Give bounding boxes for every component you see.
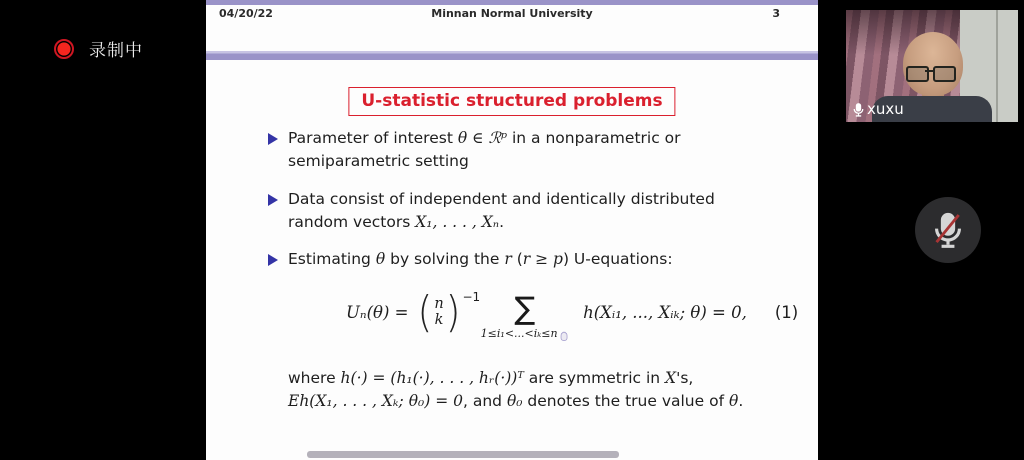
bullet-item-parameter	[268, 127, 681, 173]
slide-top-bar	[206, 0, 818, 5]
bullet-line: semiparametric setting	[288, 152, 469, 170]
slide-divider-bar	[206, 51, 818, 60]
glasses-bridge	[925, 70, 933, 72]
summation	[480, 291, 558, 340]
glasses-left-lens	[906, 66, 929, 82]
footnote-line: Eh(X₁, . . . , Xₖ; θ₀) = 0, and θ₀ denotes the true value of θ.	[288, 392, 744, 410]
binomial-top: n	[434, 296, 444, 312]
bullet-triangle-icon	[268, 254, 278, 266]
recording-indicator[interactable]	[54, 36, 143, 61]
bullet-item-data	[268, 188, 715, 234]
sum-symbol: ∑	[514, 291, 536, 327]
bullet-triangle-icon	[268, 133, 278, 145]
paren-open: (	[417, 287, 433, 337]
binomial-coefficient	[417, 287, 481, 337]
sum-limits	[481, 327, 569, 341]
recording-label: 录制中	[89, 41, 143, 61]
slide-title-text: U-statistic structured problems	[361, 91, 663, 111]
bullet-line: Estimating θ by solving the r (r ≥ p) U-equations:	[288, 250, 673, 268]
equation-number: (1)	[774, 302, 799, 322]
slide-date: 04/20/22	[219, 7, 273, 20]
mic-on-icon	[852, 102, 865, 117]
slide-page-number: 3	[772, 7, 780, 20]
cursor-hand-icon	[559, 331, 569, 345]
u-equation	[206, 284, 818, 340]
bullet-line: Data consist of independent and identically distributed	[288, 190, 715, 208]
bullet-item-estimating	[268, 248, 673, 271]
equation-lhs: Uₙ(θ) =	[346, 302, 409, 322]
footnote-line: where h(·) = (h₁(·), . . . , hᵣ(·))ᵀ are symmetric in X's,	[288, 369, 694, 387]
participant-video[interactable]	[846, 10, 1018, 122]
bullet-line: random vectors X₁, . . . , Xₙ.	[288, 213, 504, 231]
mic-muted-icon	[930, 210, 966, 250]
participant-head	[903, 32, 963, 96]
sum-limits-text: 1≤i₁<...<iₖ≤n	[480, 327, 558, 340]
participant-name: xuxu	[867, 100, 904, 118]
bullet-text	[288, 188, 715, 234]
participant-label	[852, 100, 904, 118]
bullet-triangle-icon	[268, 194, 278, 206]
wall-edge	[996, 10, 998, 122]
binomial-bottom: k	[434, 312, 444, 328]
bullet-text	[288, 248, 673, 271]
equation-footnote	[288, 367, 743, 413]
bullet-line: Parameter of interest θ ∈ ℛᵖ in a nonparametric or	[288, 129, 681, 147]
presentation-slide	[206, 0, 818, 460]
binomial-stack	[432, 296, 445, 328]
paren-close: )	[445, 287, 461, 337]
recording-dot-icon	[54, 39, 74, 59]
bullet-text	[288, 127, 681, 173]
glasses-right-lens	[933, 66, 956, 82]
slide-header	[206, 7, 818, 21]
slide-institution: Minnan Normal University	[431, 7, 593, 20]
slide-title	[348, 87, 675, 116]
equation-rhs: h(Xᵢ₁, ..., Xᵢₖ; θ) = 0,	[583, 302, 747, 322]
microphone-muted-button[interactable]	[915, 197, 981, 263]
horizontal-scrollbar[interactable]	[307, 451, 619, 458]
binomial-exponent: −1	[462, 290, 481, 304]
